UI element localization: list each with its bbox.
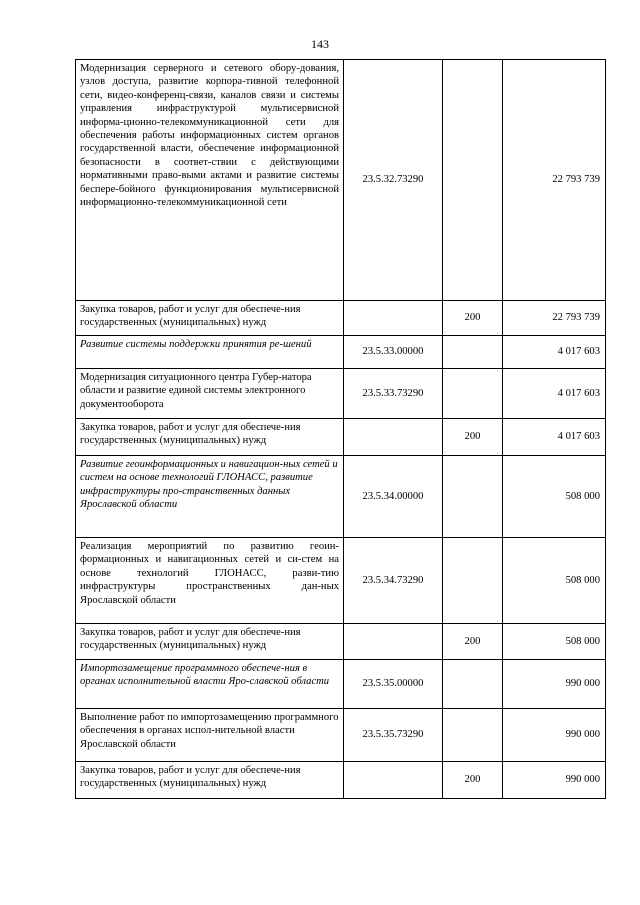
row-type-cell: 200 <box>443 624 503 660</box>
row-code-cell: 23.5.32.73290 <box>344 60 443 301</box>
row-sum-cell: 990 000 <box>503 762 606 799</box>
table-row <box>76 538 606 624</box>
table-row <box>76 336 606 369</box>
table-row <box>76 456 606 538</box>
row-sum-cell: 508 000 <box>503 456 606 538</box>
row-name-cell: Закупка товаров, работ и услуг для обеспече-ния государственных (муниципальных) нужд <box>76 624 344 660</box>
table-row <box>76 660 606 709</box>
row-sum-cell: 508 000 <box>503 538 606 624</box>
row-sum-cell: 990 000 <box>503 709 606 762</box>
row-type-cell <box>443 709 503 762</box>
row-sum-cell: 4 017 603 <box>503 336 606 369</box>
budget-table <box>75 59 606 799</box>
row-name-cell: Модернизация ситуационного центра Губер-натора области и развитие единой системы электронного документооборота <box>76 369 344 419</box>
row-code-cell: 23.5.35.73290 <box>344 709 443 762</box>
row-code-cell: 23.5.33.00000 <box>344 336 443 369</box>
row-type-cell <box>443 336 503 369</box>
row-sum-cell: 4 017 603 <box>503 369 606 419</box>
row-sum-cell: 22 793 739 <box>503 60 606 301</box>
table-row <box>76 369 606 419</box>
row-code-cell: 23.5.35.00000 <box>344 660 443 709</box>
row-name-cell: Развитие геоинформационных и навигацион-ных сетей и систем на основе технологий ГЛОНАСС, развитие инфраструктуры про-странственных данных Ярославской области <box>76 456 344 538</box>
page-number: 143 <box>311 37 329 51</box>
table-row <box>76 301 606 336</box>
row-type-cell <box>443 538 503 624</box>
row-code-cell <box>344 419 443 456</box>
row-type-cell: 200 <box>443 301 503 336</box>
row-type-cell: 200 <box>443 762 503 799</box>
row-code-cell <box>344 624 443 660</box>
row-sum-cell: 4 017 603 <box>503 419 606 456</box>
row-code-cell <box>344 762 443 799</box>
table-row <box>76 624 606 660</box>
row-name-cell: Импортозамещение программного обеспече-ния в органах исполнительной власти Яро-славской области <box>76 660 344 709</box>
row-code-cell: 23.5.34.73290 <box>344 538 443 624</box>
row-type-cell <box>443 660 503 709</box>
row-name-cell: Закупка товаров, работ и услуг для обеспече-ния государственных (муниципальных) нужд <box>76 762 344 799</box>
row-code-cell: 23.5.34.00000 <box>344 456 443 538</box>
table-row <box>76 419 606 456</box>
table-row <box>76 60 606 301</box>
row-type-cell: 200 <box>443 419 503 456</box>
row-name-cell: Реализация мероприятий по развитию геоин-формационных и навигационных сетей и си-стем на основе технологий ГЛОНАСС, разви-тию инфраструктуры пространственных дан-ных Ярославской области <box>76 538 344 624</box>
table-row <box>76 709 606 762</box>
row-sum-cell: 990 000 <box>503 660 606 709</box>
row-type-cell <box>443 369 503 419</box>
row-name-cell: Модернизация серверного и сетевого обору-дования, узлов доступа, развитие корпора-тивной телефонной сети, видео-конференц-связи, каналов связи и системы управления инфраструктурой мультисервисной информа-ционно-телекоммуникационной сети для обеспечения работы информационных систем органов государственной власти, обеспечение информационной безопасности в соответ-ствии с действующими нормативными право-выми актами и развитие системы беспере-бойного функционирования мультисервисной информационно-телекоммуникационной сети <box>76 60 344 301</box>
row-code-cell: 23.5.33.73290 <box>344 369 443 419</box>
row-name-cell: Выполнение работ по импортозамещению программного обеспечения в органах испол-нительной власти Ярославской области <box>76 709 344 762</box>
row-code-cell <box>344 301 443 336</box>
row-name-cell: Закупка товаров, работ и услуг для обеспече-ния государственных (муниципальных) нужд <box>76 301 344 336</box>
row-type-cell <box>443 60 503 301</box>
row-sum-cell: 22 793 739 <box>503 301 606 336</box>
row-name-cell: Закупка товаров, работ и услуг для обеспече-ния государственных (муниципальных) нужд <box>76 419 344 456</box>
table-row <box>76 762 606 799</box>
row-type-cell <box>443 456 503 538</box>
row-sum-cell: 508 000 <box>503 624 606 660</box>
row-name-cell: Развитие системы поддержки принятия ре-шений <box>76 336 344 369</box>
